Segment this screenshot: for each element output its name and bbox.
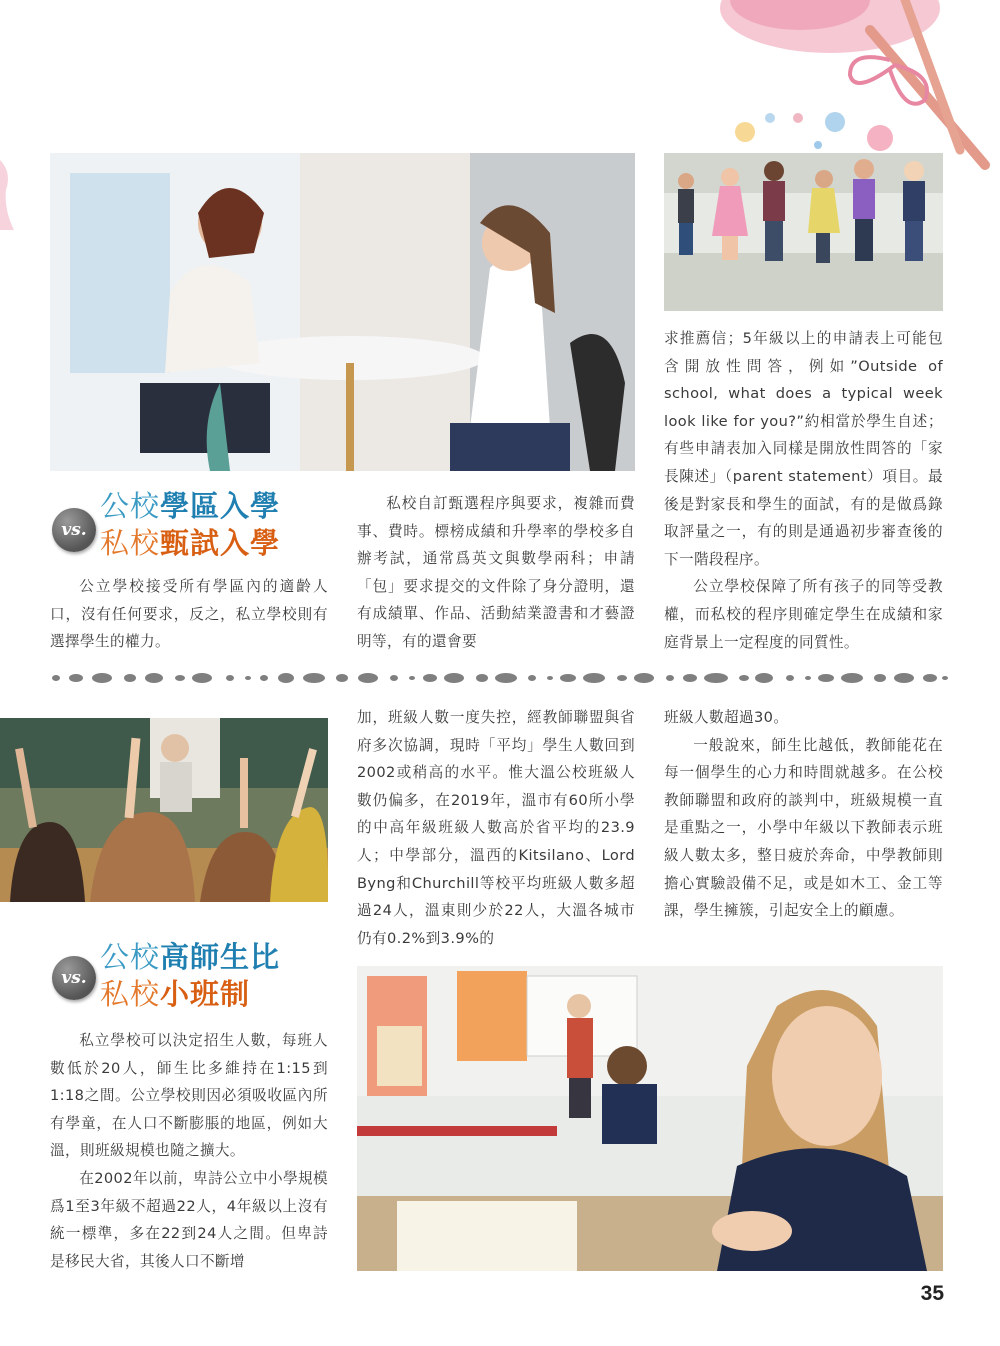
- paragraph: 在2002年以前，卑詩公立中小學規模爲1至3年級不超過22人，4年級以上沒有統一標準，多在22到24人之間。但卑詩是移民大省，其後人口不斷增: [50, 1169, 328, 1270]
- heading-private-label: 私校: [100, 977, 161, 1011]
- section1-col2: [357, 490, 635, 656]
- section1-col3: [664, 325, 943, 656]
- heading-public-label: 公校: [100, 940, 161, 974]
- heading-line-public: [100, 488, 280, 525]
- paragraph: 公立學校接受所有學區內的適齡人口，沒有任何要求，反之，私立學校則有選擇學生的權力。: [50, 578, 328, 651]
- paragraph: 求推薦信；5年級以上的申請表上可能包含開放性問答，例如”Outside of school, what does a typical week look like for you?”約相當於學生自述；有些申請表加入同樣是開放性問答的「家長陳述」（parent statement）項目。最後是對家長和學生的面試，有的是做爲錄取評量之一，有的則是通過初步審查後的下一階段程序。: [664, 330, 943, 568]
- paragraph: 加，班級人數一度失控，經教師聯盟與省府多次協調，現時「平均」學生人數回到2002或稍高的水平。惟大溫公校班級人數仍偏多，在2019年，溫市有60所小學的中高年級班級人數高於省平均的23.9人；中學部分，溫西的Kitsilano、Lord Byng和Churchill等校平均班級人數多超過24人，溫東則少於22人，大溫各城市仍有0.2%到3.9%的: [357, 709, 635, 947]
- section2-col2: [357, 704, 635, 952]
- children-running-photo: [664, 153, 943, 311]
- paragraph: 私立學校可以決定招生人數，每班人數低於20人，師生比多維持在1:15到1:18之間。公立學校則因必須吸收區內所有學童，在人口不斷膨脹的地區，例如大溫，則班級規模也隨之擴大。: [50, 1032, 328, 1160]
- classroom-hands-raised-photo: [0, 718, 328, 902]
- section1-heading: [100, 488, 280, 562]
- section2-heading: [100, 939, 280, 1013]
- dotted-divider: [50, 668, 950, 688]
- paragraph: 私校自訂甄選程序與要求，複雜而費事、費時。標榜成績和升學率的學校多自辦考試，通常爲英文與數學兩科；申請「包」要求提交的文件除了身分證明，還有成績單、作品、活動結業證書和才藝證明等，有的還會要: [357, 495, 635, 650]
- paint-splash-decoration: [0, 160, 20, 230]
- heading-private-label: 私校: [100, 526, 161, 560]
- vs-badge: vs.: [52, 956, 96, 1000]
- section1-col1: [50, 573, 328, 656]
- section2-col3: [664, 704, 943, 925]
- teacher-interview-photo: [50, 153, 635, 471]
- paragraph: 一般說來，師生比越低，教師能花在每一個學生的心力和時間就越多。在公校教師聯盟和政府的談判中，班級規模一直是重點之一，小學中年級以下教師表示班級人數太多，整日疲於奔命，中學教師則擔心實驗設備不足，或是如木工、金工等課，學生擁簇，引起安全上的顧慮。: [664, 736, 943, 920]
- paragraph: 公立學校保障了所有孩子的同等受教權，而私校的程序則確定學生在成績和家庭背景上一定程度的同質性。: [664, 578, 943, 651]
- page-number: 35: [920, 1282, 944, 1305]
- vs-badge: vs.: [52, 508, 96, 552]
- section2-col1: [50, 1027, 328, 1275]
- heading-public-label: 公校: [100, 489, 161, 523]
- heading-private-topic: 甄試入學: [160, 526, 281, 560]
- heading-line-public: [100, 939, 280, 976]
- heading-private-topic: 小班制: [160, 977, 251, 1011]
- heading-public-topic: 學區入學: [160, 489, 281, 523]
- heading-line-private: [100, 976, 280, 1013]
- heading-public-topic: 高師生比: [160, 940, 281, 974]
- heading-line-private: [100, 525, 280, 562]
- lollipop-decoration: [720, 0, 1000, 175]
- smiling-student-classroom-photo: [357, 966, 943, 1271]
- paragraph: 班級人數超過30。: [664, 709, 789, 726]
